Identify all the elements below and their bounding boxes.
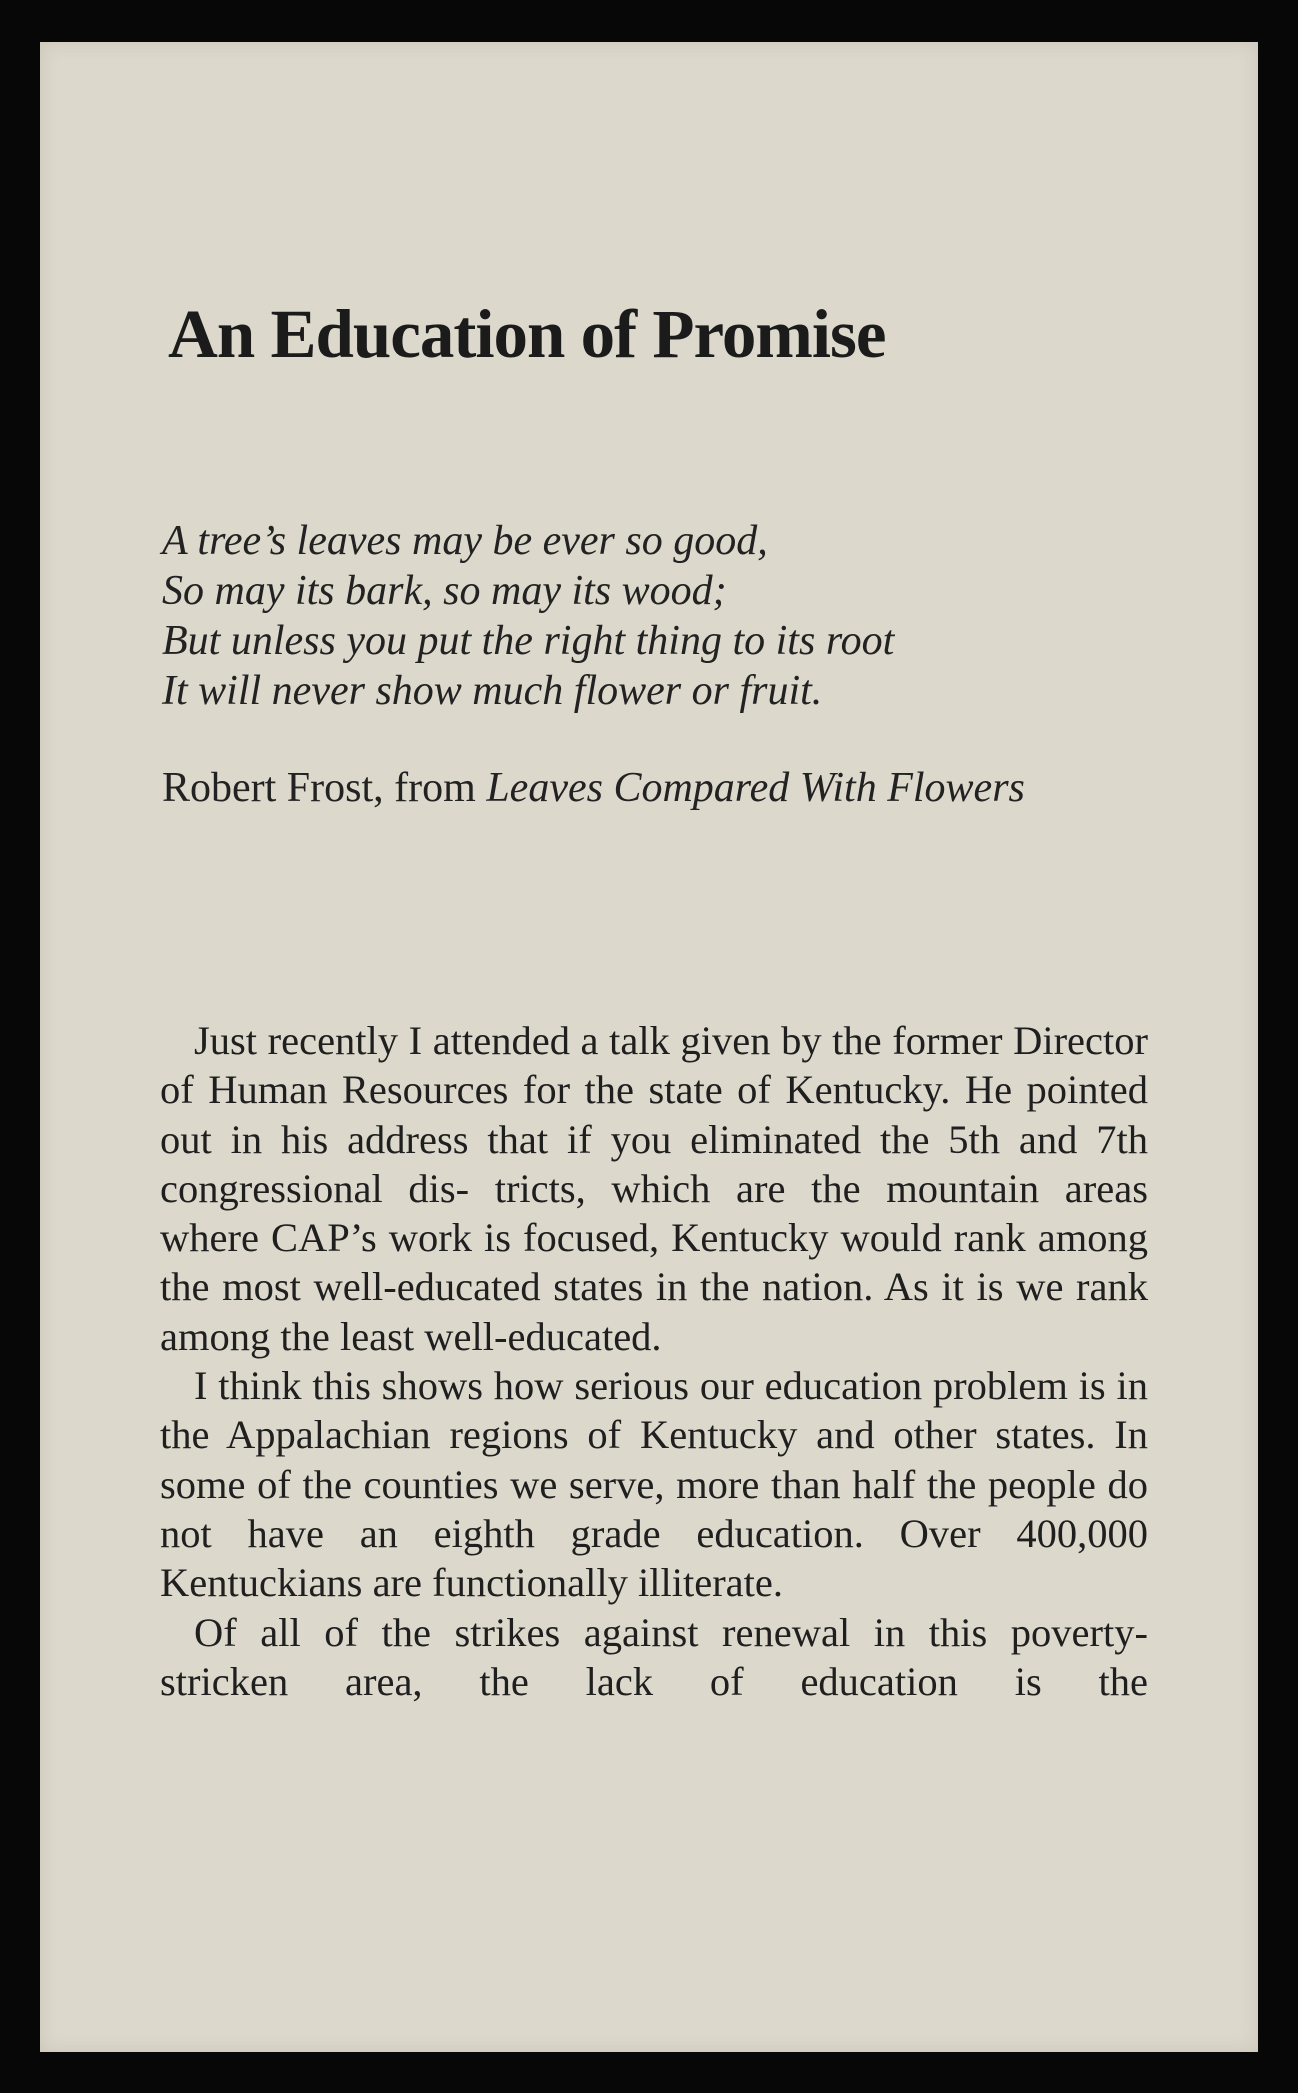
poem-line: A tree’s leaves may be ever so good,	[162, 518, 768, 564]
poem-line: It will never show much flower or fruit.	[162, 668, 823, 714]
document-page	[40, 42, 1258, 2052]
body-paragraph: I think this shows how serious our education problem is in the Appalachian regions of Kentucky and other states. In some of the counties we serve, more than half the people do not have an eighth grade education. Over 400,000 Kentuckians are functionally illiterate.	[160, 1363, 1148, 1606]
attribution-work-title: Leaves Compared With Flowers	[486, 765, 1025, 811]
epigraph-poem	[162, 516, 1112, 716]
body-paragraph: Just recently I attended a talk given by the former Director of Human Resources for the state of Kentucky. He pointed out in his address that if you eliminated the 5th and 7th congressional dis- tricts, which are the mountain areas where CAP’s work is focused, Kentucky would rank among the most well-educated states in the nation. As it is we rank among the least well-educated.	[160, 1018, 1148, 1359]
body-paragraph: Of all of the strikes against renewal in this poverty-stricken area, the lack of education is the	[160, 1609, 1148, 1704]
poem-line: But unless you put the right thing to its root	[162, 618, 895, 664]
attribution-author: Robert Frost, from	[162, 765, 487, 811]
article-body	[160, 1016, 1148, 1706]
poem-line: So may its bark, so may its wood;	[162, 568, 727, 614]
poem-attribution	[162, 764, 1062, 812]
article-title: An Education of Promise	[168, 296, 886, 372]
